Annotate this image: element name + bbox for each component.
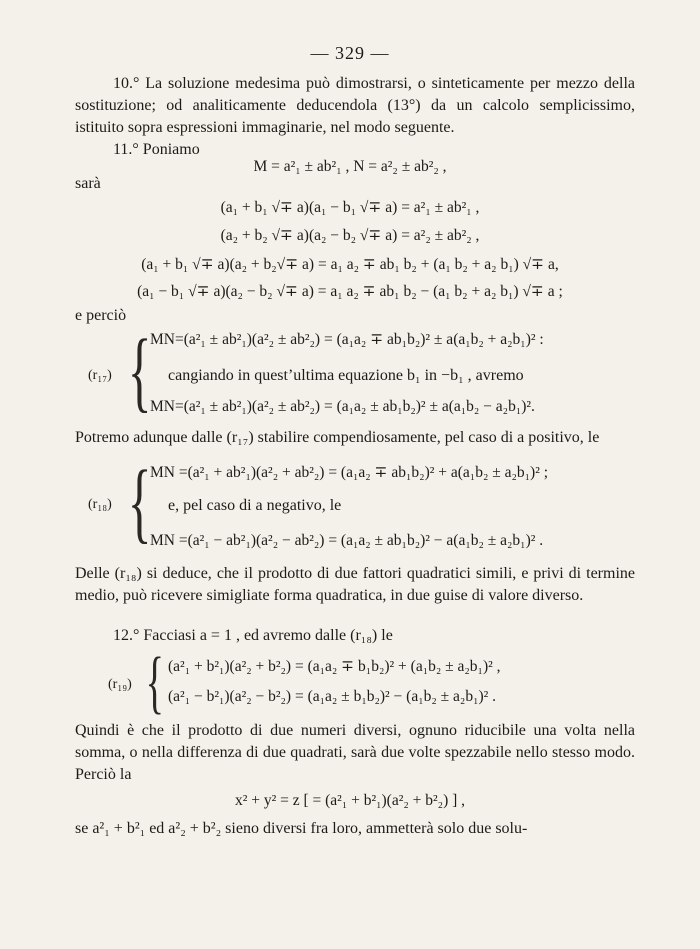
r19-equation-2: (a²₁ − b²₁)(a²₂ − b²₂) = (a₁a₂ ± b₁b₂)² − (a₁b₂ ± a₂b₁)² . [168, 688, 497, 705]
r19-equation-1: (a²₁ + b²₁)(a²₂ + b²₂) = (a₁a₂ ∓ b₁b₂)² + (a₁b₂ ± a₂b₁)² , [168, 658, 501, 675]
last-line: se a²₁ + b²₁ ed a²₂ + b²₂ sieno diversi fra loro, ammetterà solo due solu- [75, 820, 528, 837]
label-r19: (r₁₉) [108, 677, 132, 692]
final-equation: x² + y² = z [ = (a²₁ + b²₁)(a²₂ + b²₂) ] , [234, 792, 466, 809]
label-r18: (r₁₈) [88, 497, 112, 512]
paragraph-delle: Delle (r₁₈) si deduce, che il prodotto di due fattori quadratici simili, e privi di termine medio, può ricevere simigliate forma quadratica, in due guise di valore diverso. [75, 565, 635, 604]
brace-r17: { [127, 322, 152, 421]
r17-equation-1: MN=(a²₁ ± ab²₁)(a²₂ ± ab²₂) = (a₁a₂ ∓ ab₁b₂)² ± a(a₁b₂ + a₂b₁)² : [150, 331, 544, 348]
paragraph-10: 10.° La soluzione medesima può dimostrarsi, o sinteticamente per mezzo della sostituzione; od analiticamente deducendola (13°) da un calcolo semplicissimo, istituito sopra espressioni immaginarie, nel modo seguente. [75, 75, 635, 136]
r18-equation-2: MN =(a²₁ − ab²₁)(a²₂ − ab²₂) = (a₁a₂ ± ab₁b₂)² − a(a₁b₂ ± a₂b₁)² . [150, 532, 544, 549]
label-r17: (r₁₇) [88, 368, 112, 383]
text-sara: sarà [75, 175, 101, 192]
section-12-title: 12.° Facciasi a = 1 , ed avremo dalle (r₁₈) le [113, 627, 393, 644]
paragraph-quindi: Quindi è che il prodotto di due numeri diversi, ognuno riducibile una volta nella somma, o nella differenza di due quadrati, sarà due volte spezzabile nello stesso modo. Perciò la [75, 722, 635, 783]
equation-3: (a₁ + b₁ √∓ a)(a₂ + b₂√∓ a) = a₁ a₂ ∓ ab₁ b₂ + (a₁ b₂ + a₂ b₁) √∓ a, [141, 256, 559, 273]
equation-1: (a₁ + b₁ √∓ a)(a₁ − b₁ √∓ a) = a²₁ ± ab²₁ , [220, 199, 480, 216]
r18-middle-text: e, pel caso di a negativo, le [168, 497, 342, 514]
r17-equation-2: MN=(a²₁ ± ab²₁)(a²₂ ± ab²₂) = (a₁a₂ ± ab₁b₂)² ± a(a₁b₂ − a₂b₁)². [150, 398, 535, 415]
text-potremo: Potremo adunque dalle (r₁₇) stabilire compendiosamente, pel caso di a positivo, le [75, 429, 600, 446]
page-number: — 329 — [310, 43, 390, 63]
equation-2: (a₂ + b₂ √∓ a)(a₂ − b₂ √∓ a) = a²₂ ± ab²₂ , [220, 227, 480, 244]
r18-equation-1: MN =(a²₁ + ab²₁)(a²₂ + ab²₂) = (a₁a₂ ∓ ab₁b₂)² + a(a₁b₂ ± a₂b₁)² ; [150, 464, 549, 481]
section-11-title: 11.° Poniamo [113, 141, 200, 158]
equation-4: (a₁ − b₁ √∓ a)(a₂ − b₂ √∓ a) = a₁ a₂ ∓ ab₁ b₂ − (a₁ b₂ + a₂ b₁) √∓ a ; [137, 283, 563, 300]
brace-r19: { [145, 644, 165, 721]
equation-m-n-definition: M = a²₁ ± ab²₁ , N = a²₂ ± ab²₂ , [253, 158, 447, 175]
brace-r18: { [127, 453, 152, 552]
r17-middle-text: cangiando in quest’ultima equazione b₁ in −b₁ , avremo [168, 367, 524, 384]
text-e-percio: e perciò [75, 307, 127, 324]
